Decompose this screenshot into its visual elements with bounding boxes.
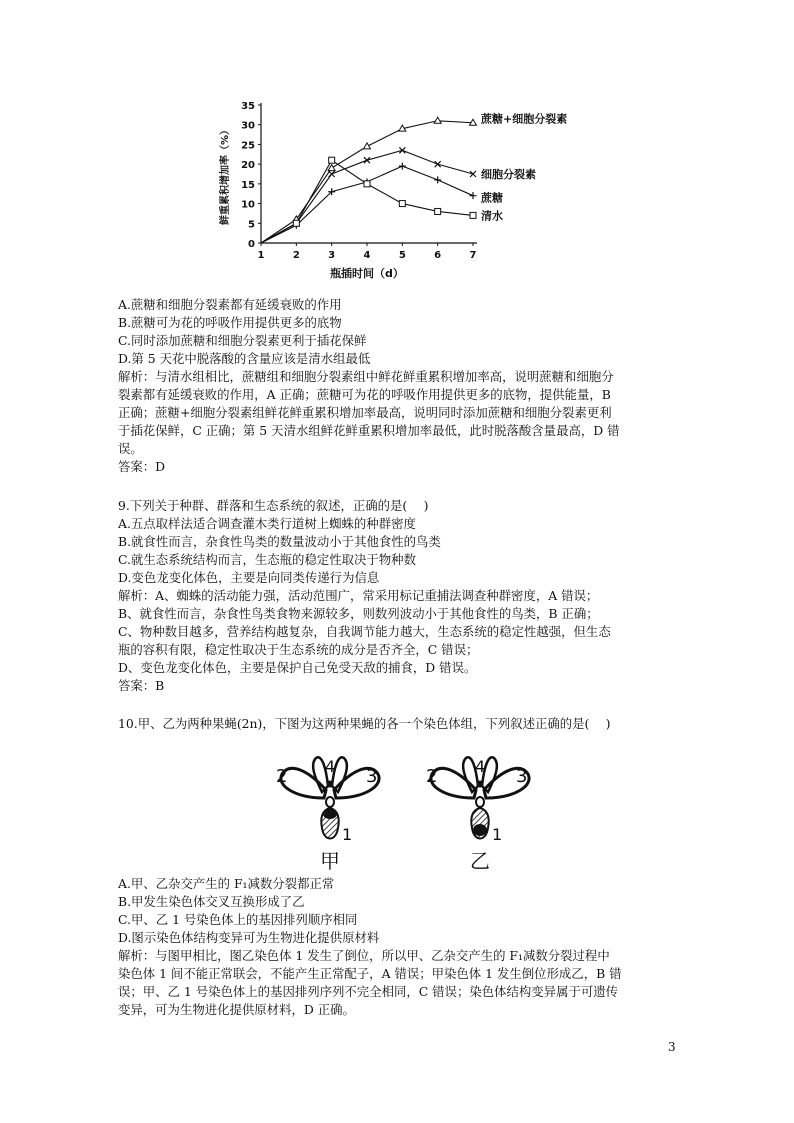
q8-option-c: C.同时添加蔗糖和细胞分裂素更利于插花保鲜 (118, 333, 367, 348)
data-point (435, 161, 441, 167)
q8-option-d: D.第 5 天花中脱落酸的含量应该是清水组最低 (118, 351, 371, 366)
q9-analysis-line: D、变色龙变化体色，主要是保护自己免受天敌的捕食，D 错误。 (118, 660, 477, 675)
q9-option-b: B.就食性而言，杂食性鸟类的数量波动小于其他食性的鸟类 (118, 534, 441, 549)
y-tick-label: 20 (241, 160, 255, 172)
series-label: 细胞分裂素 (481, 168, 536, 181)
chart-axes (241, 101, 477, 261)
series-line (261, 150, 473, 243)
data-point (293, 220, 299, 226)
q8-answer: 答案：D (118, 459, 166, 474)
chart-series (261, 112, 567, 243)
q10-option-a: A.甲、乙杂交产生的 F₁减数分裂都正常 (118, 876, 335, 891)
q9-option-d: D.变色龙变化体色，主要是向同类传递行为信息 (118, 570, 380, 585)
q9-analysis-line: 瓶的容积有限，稳定性取决于生态系统的成分是否齐全，C 错误； (118, 642, 479, 657)
q10-option-c: C.甲、乙 1 号染色体上的基因排列顺序相同 (118, 912, 358, 927)
series-label: 清水 (481, 209, 503, 223)
q8-analysis-line: 于插花保鲜，C 正确；第 5 天清水组鲜花鲜重累积增加率最低，此时脱落酸含量最高，D 错 (118, 423, 620, 438)
y-tick-label: 0 (248, 239, 255, 250)
chromosome-set-yi (426, 757, 529, 873)
q9-option-c: C.就生态系统结构而言，生态瓶的稳定性取决于物种数 (118, 552, 416, 567)
x-tick-label: 3 (328, 250, 336, 261)
q9-analysis-line: 解析：A、蜘蛛的活动能力强，活动范围广，常采用标记重捕法调查种群密度，A 错误； (118, 588, 599, 603)
x-tick-label: 4 (363, 250, 371, 261)
chromosome-set-figure (270, 748, 600, 873)
x-tick-label: 5 (398, 250, 406, 261)
q9-answer: 答案：B (118, 678, 165, 693)
x-axis-label: 瓶插时间（d） (330, 267, 404, 280)
data-point (329, 157, 335, 163)
data-point (329, 171, 335, 177)
data-point (399, 163, 406, 170)
q9-analysis-line: C、物种数目越多，营养结构越复杂，自我调节能力越大，生态系统的稳定性越强，但生态 (118, 624, 611, 639)
q9-option-a: A.五点取样法适合调查灌木类行道树上蜘蛛的种群密度 (118, 516, 416, 531)
data-point (470, 192, 477, 199)
page-number: 3 (668, 1040, 676, 1054)
q10-option-b: B.甲发生染色体交叉互换形成了乙 (118, 894, 305, 909)
data-point (435, 208, 441, 214)
label-3-yi: 3 (516, 766, 528, 787)
q8-analysis-line: 解析：与清水组相比，蔗糖组和细胞分裂素组中鲜花鲜重累积增加率高，说明蔗糖和细胞分 (118, 369, 614, 384)
chromosome-set-jia (276, 757, 379, 873)
q8-option-a: A.蔗糖和细胞分裂素都有延缓衰败的作用 (118, 297, 342, 312)
label-1-jia: 1 (342, 825, 353, 844)
series-line (261, 166, 473, 243)
q10-analysis-line: 误；甲、乙 1 号染色体上的基因排列序列不完全相同，C 错误；染色体结构变异属于可遗传 (118, 984, 619, 999)
line-chart (215, 95, 595, 280)
y-tick-label: 35 (241, 101, 255, 112)
series-label: 蔗糖+细胞分裂素 (481, 112, 568, 126)
x-tick-label: 7 (469, 250, 477, 261)
label-4-jia: 4 (325, 757, 336, 776)
q8-option-b: B.蔗糖可为花的呼吸作用提供更多的底物 (118, 315, 342, 330)
label-yi: 乙 (470, 849, 490, 873)
label-1-yi: 1 (492, 825, 503, 844)
data-point (470, 212, 476, 218)
y-axis-label: 鲜重累积增加率（%） (220, 124, 231, 226)
q8-analysis-line: 误。 (118, 441, 143, 456)
y-tick-label: 5 (248, 219, 255, 231)
q9-analysis-line: B、就食性而言，杂食性鸟类食物来源较多，则数列波动小于其他食性的鸟类，B 正确； (118, 606, 599, 621)
label-3-jia: 3 (366, 766, 378, 787)
q8-analysis-line: 裂素都有延缓衰败的作用，A 正确；蔗糖可为花的呼吸作用提供更多的底物，提供能量，B (118, 387, 611, 402)
q8-analysis-line: 正确；蔗糖+细胞分裂素组鲜花鲜重累积增加率最高，说明同时添加蔗糖和细胞分裂素更利 (118, 405, 612, 420)
data-point (364, 157, 370, 163)
q10-option-d: D.图示染色体结构变异可为生物进化提供原材料 (118, 930, 380, 945)
y-tick-label: 15 (241, 179, 255, 191)
label-2-yi: 2 (426, 766, 438, 787)
q10-analysis-line: 染色体 1 间不能正常联会，不能产生正常配子，A 错误；甲染色体 1 发生倒位形成乙，B 错 (118, 966, 622, 981)
y-tick-label: 30 (241, 120, 255, 132)
q10-analysis-line: 解析：与图甲相比，图乙染色体 1 发生了倒位，所以甲、乙杂交产生的 F₁减数分裂过程中 (118, 948, 610, 963)
data-point (434, 117, 441, 123)
y-tick-label: 25 (241, 140, 255, 152)
x-tick-label: 1 (257, 250, 265, 261)
series-label: 蔗糖 (481, 191, 503, 205)
q10-analysis-line: 变异，可为生物进化提供原材料，D 正确。 (118, 1002, 355, 1017)
y-tick-label: 10 (241, 199, 255, 211)
x-tick-label: 6 (434, 250, 442, 261)
data-point (364, 181, 370, 187)
data-point (364, 143, 371, 149)
q10-stem: 10.甲、乙为两种果蝇(2n)，下图为这两种果蝇的各一个染色体组，下列叙述正确的是( ) (118, 716, 611, 731)
q9-stem: 9.下列关于种群、群落和生态系统的叙述，正确的是( ) (118, 498, 429, 513)
label-2-jia: 2 (276, 766, 288, 787)
data-point (434, 176, 441, 183)
label-4-yi: 4 (475, 757, 486, 776)
data-point (399, 201, 405, 207)
data-point (399, 147, 405, 153)
series-line (261, 160, 473, 243)
data-point (470, 171, 476, 177)
x-tick-label: 2 (292, 250, 300, 261)
label-jia: 甲 (320, 849, 340, 873)
